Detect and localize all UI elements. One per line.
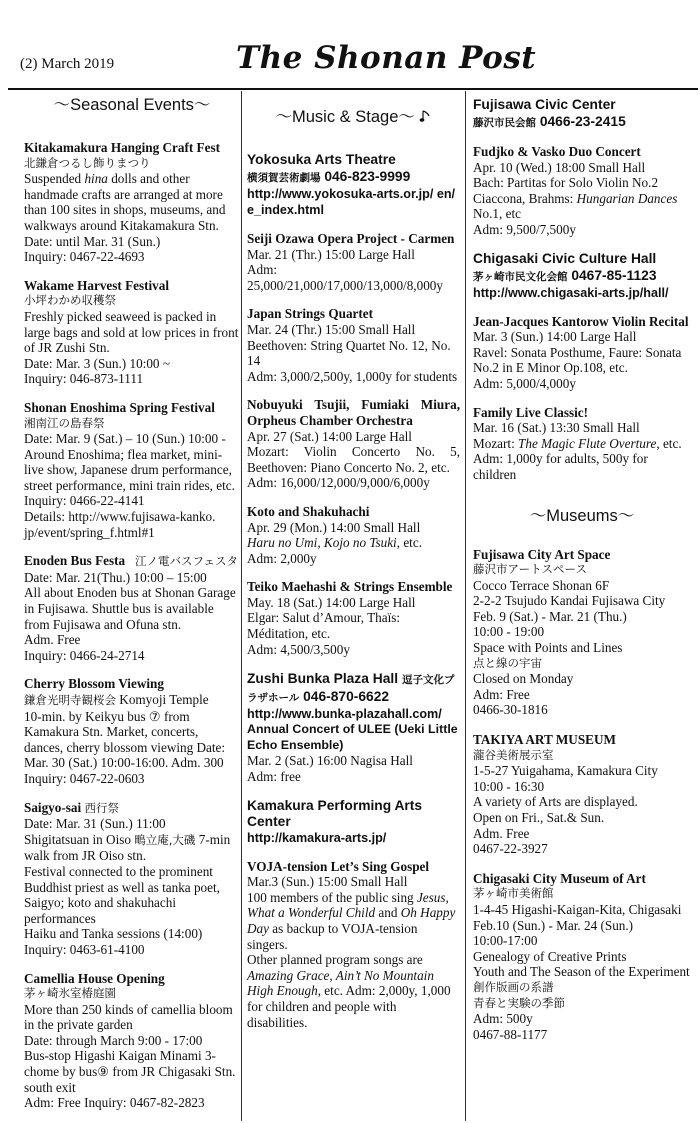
museum-title: Chigasaki City Museum of Art xyxy=(473,870,646,886)
event-desc-more: Other planned program songs are Amazing Grace, Ain’t No Mountain High Enough, etc. Adm: 2,000y, 1,000 for children and people with disabilities. xyxy=(247,952,451,1030)
museum-adm: Adm: 500y xyxy=(473,1011,533,1027)
museum-desc: A variety of Arts are displayed. xyxy=(473,794,638,810)
museum-hours: 10:00 - 16:30 xyxy=(473,778,545,794)
museum-hours: 10:00 - 19:00 xyxy=(473,624,545,640)
museum-address: 1-4-45 Higashi-Kaigan-Kita, Chigasaki xyxy=(473,901,682,917)
museum-dates: Feb. 9 (Sat.) - Mar. 21 (Thu.) xyxy=(473,608,627,624)
museum-phone: 0466-30-1816 xyxy=(473,702,548,718)
column-divider xyxy=(465,91,466,1121)
event-title-jp: 西行祭 xyxy=(84,800,119,815)
venue-header xyxy=(473,251,691,301)
event-item xyxy=(247,859,460,1031)
event-item xyxy=(24,278,240,387)
event-title: Annual Concert of ULEE (Ueki Little Echo Ensemble) xyxy=(247,722,458,752)
event-date: Mar.3 (Sun.) 15:00 Small Hall xyxy=(247,874,408,890)
event-desc: Date: Mar. 9 (Sat.) – 10 (Sun.) 10:00 - Around Enoshima; flea market, mini-live show, Japanese drum performance, street performance, mini train rides, etc. xyxy=(24,431,235,493)
museum-item xyxy=(473,732,691,857)
event-session: Haiku and Tanka sessions (14:00) xyxy=(24,926,203,942)
event-date: Mar. 3 (Sun.) 14:00 Large Hall xyxy=(473,329,637,345)
event-date: Date: Mar. 31 (Sun.) 11:00 xyxy=(24,816,166,832)
museum-dates: Feb.10 (Sun.) - Mar. 24 (Sun.) xyxy=(473,917,634,933)
event-program-more: Ciaccona, Brahms: Hungarian Dances No.1, etc xyxy=(473,190,678,222)
event-adm: Adm: 1,000y for adults, 500y for children xyxy=(473,451,648,482)
event-title: Cherry Blossom Viewing xyxy=(24,676,164,692)
event-title: VOJA-tension Let’s Sing Gospel xyxy=(247,858,430,874)
event-item xyxy=(473,405,691,483)
event-date: Date: Mar. 21(Thu.) 10:00 – 15:00 xyxy=(24,569,207,585)
venue-name: Kamakura Performing Arts Center xyxy=(247,797,423,829)
event-program: Elgar: Salut d’Amour, Thaïs: Méditation, etc. xyxy=(247,610,401,642)
event-inquiry: Inquiry: 0467-22-4693 xyxy=(24,249,145,265)
page-header xyxy=(0,0,700,92)
event-inquiry: Adm: Free Inquiry: 0467-82-2823 xyxy=(24,1095,205,1111)
event-adm: Adm: 2,000y xyxy=(247,550,317,566)
event-title: Japan Strings Quartet xyxy=(247,306,374,322)
header-rule xyxy=(8,88,698,90)
venue-phone: 0467-85-1123 xyxy=(567,267,657,283)
event-item xyxy=(24,553,240,663)
venue-header xyxy=(247,152,460,218)
event-inquiry: Inquiry: 0467-22-0603 xyxy=(24,770,145,786)
event-title-jp: 小坪わかめ収穫祭 xyxy=(24,293,116,308)
event-item xyxy=(24,400,240,540)
event-adm: Adm. Free xyxy=(24,632,81,648)
venue-header xyxy=(473,97,691,131)
venue-phone: 0466-23-2415 xyxy=(536,114,626,129)
event-adm: Adm: 4,500/3,500y xyxy=(247,641,350,657)
event-date: Date: until Mar. 31 (Sun.) xyxy=(24,233,161,249)
event-title: Family Live Classic! xyxy=(473,404,589,420)
event-program: Beethoven: String Quartet No. 12, No. 14 xyxy=(247,337,451,369)
event-inquiry: Inquiry: 0466-24-2714 xyxy=(24,647,145,663)
event-date: Apr. 29 (Mon.) 14:00 Small Hall xyxy=(247,519,421,535)
museum-adm: Adm. Free xyxy=(473,825,530,841)
museum-closed: Closed on Monday xyxy=(473,671,574,687)
event-program: Ravel: Sonata Posthume, Faure: Sonata No.2 in E Minor Op.108, etc. xyxy=(473,344,682,376)
event-title: Teiko Maehashi & Strings Ensemble xyxy=(247,579,453,595)
venue-name: Fujisawa Civic Center xyxy=(473,97,616,112)
event-adm: Adm: 3,000/2,500y, 1,000y for students xyxy=(247,368,458,384)
event-title: Camellia House Opening xyxy=(24,970,165,986)
venue-name-jp: 茅ヶ崎市民文化会館 xyxy=(473,270,568,283)
venue-name-jp: 逗子文化プラザホール xyxy=(247,674,455,705)
event-item xyxy=(247,722,460,784)
event-date: May. 18 (Sat.) 14:00 Large Hall xyxy=(247,594,416,610)
event-inquiry: Inquiry: 0463-61-4100 xyxy=(24,941,145,957)
event-item xyxy=(247,231,460,293)
museum-title-jp: 茅ヶ崎市美術館 xyxy=(473,886,554,901)
event-title: Shonan Enoshima Spring Festival xyxy=(24,399,215,415)
event-program: Mozart: Violin Concerto No. 5, Beethoven: Piano Concerto No. 2, etc. xyxy=(247,444,460,475)
event-date: Mar. 21 (Thr.) 15:00 Large Hall xyxy=(247,246,415,262)
venue-name: Zushi Bunka Plaza Hall xyxy=(247,671,399,687)
venue-url: http://www.chigasaki-arts.jp/hall/ xyxy=(473,285,669,300)
museum-title: TAKIYA ART MUSEUM xyxy=(473,732,616,748)
museum-exhibit-jp: 点と線の宇宙 xyxy=(473,655,542,670)
event-title: Enoden Bus Festa xyxy=(24,553,126,569)
event-access: Bus-stop Higashi Kaigan Minami 3-chome by bus⑨ from JR Chigasaki Stn. south exit xyxy=(24,1048,236,1095)
event-adm: Adm: 16,000/12,000/9,000/6,000y xyxy=(247,475,430,491)
event-title: Saigyo-sai xyxy=(24,799,82,815)
masthead-title: The Shonan Post xyxy=(236,40,537,76)
event-date: Apr. 10 (Wed.) 18:00 Small Hall xyxy=(473,159,646,175)
event-title-jp: 湘南江の島春祭 xyxy=(24,415,105,430)
event-item xyxy=(247,397,460,491)
venue-name-jp: 藤沢市民会館 xyxy=(473,117,536,129)
event-item: Cherry Blossom Viewing 鎌倉光明寺観桜会 Komyoji Temple 10-min. by Keikyu bus ⑦ from Kamakura Stn. Market, concerts, dances, cherry blossom viewing Date: Mar. 30 (Sat.) 10:00-16:00. Adm. 300 Inquiry: 0467-22-0603 xyxy=(24,676,240,786)
civic-museums-column xyxy=(473,97,691,1042)
event-title: Koto and Shakuhachi xyxy=(247,503,370,519)
event-item xyxy=(24,800,240,958)
event-item xyxy=(24,971,240,1111)
venue-url: http://www.bunka-plazahall.com/ xyxy=(247,707,442,722)
event-item xyxy=(473,314,691,392)
museum-address: 1-5-27 Yuigahama, Kamakura City xyxy=(473,763,658,779)
event-inquiry: Inquiry: 046-873-1111 xyxy=(24,371,144,387)
museum-title-jp: 藤沢市アートスペース xyxy=(473,562,587,577)
venue-phone: 046-823-9999 xyxy=(320,169,411,184)
venue-name-jp: 横須賀芸術劇場 xyxy=(247,172,321,184)
museum-phone: 0467-22-3927 xyxy=(473,841,548,857)
event-adm: Adm: 25,000/21,000/17,000/13,000/8,000y xyxy=(247,262,443,293)
museum-exhibit: Space with Points and Lines xyxy=(473,640,623,656)
event-program: Haru no Umi, Kojo no Tsuki, etc. xyxy=(247,535,422,551)
museum-item xyxy=(473,871,691,1043)
seasonal-events-column xyxy=(24,94,240,1111)
museum-hours: 10:00-17:00 xyxy=(473,933,538,949)
event-desc: All about Enoden bus at Shonan Garage in Fujisawa. Shuttle bus is available from Fujisawa and Ofuna stn. xyxy=(24,585,236,632)
event-title: Jean-Jacques Kantorow Violin Recital xyxy=(473,313,689,329)
music-note-icon xyxy=(419,109,431,123)
event-title-jp: 鎌倉光明寺観桜会 xyxy=(24,693,116,707)
museum-item xyxy=(473,547,691,719)
section-heading: ～Music & Stage～ xyxy=(247,106,460,128)
venue-header xyxy=(247,798,460,846)
event-item xyxy=(247,306,460,384)
music-stage-column xyxy=(247,106,460,1030)
event-adm: Adm: 5,000/4,000y xyxy=(473,375,576,391)
event-details: Details: http://www.fujisawa-kanko. jp/event/spring_f.html#1 xyxy=(24,509,216,540)
venue-url: http://www.yokosuka-arts.or.jp/ en/e_index.html xyxy=(247,187,456,217)
museum-address: 2-2-2 Tsujudo Kandai Fujisawa City xyxy=(473,593,666,609)
event-inquiry: Inquiry: 0466-22-4141 xyxy=(24,493,145,509)
museum-adm: Adm: Free xyxy=(473,686,530,702)
event-desc: More than 250 kinds of camellia bloom in the private garden xyxy=(24,1001,233,1033)
column-divider xyxy=(241,91,242,1121)
event-title: Nobuyuki Tsujii, Fumiaki Miura, Orpheus Chamber Orchestra xyxy=(247,397,460,428)
museum-phone: 0467-88-1177 xyxy=(473,1026,548,1042)
event-title: Fudjko & Vasko Duo Concert xyxy=(473,144,641,159)
venue-header xyxy=(247,670,460,722)
event-program: Bach: Partitas for Solo Violin No.2 xyxy=(473,175,659,191)
event-adm: Adm: 9,500/7,500y xyxy=(473,221,576,237)
venue-name: Chigasaki Civic Culture Hall xyxy=(473,250,657,266)
event-location: Shigitatsuan in Oiso 鴫立庵,大磯 7-min walk from JR Oiso stn. xyxy=(24,831,231,864)
museum-exhibit-sub-jp: 青春と実験の季節 xyxy=(473,995,565,1010)
museum-exhibit: Genealogy of Creative Prints xyxy=(473,948,627,964)
museum-exhibit-jp: 創作版画の系譜 xyxy=(473,979,554,994)
venue-name: Yokosuka Arts Theatre xyxy=(247,152,396,167)
issue-label: (2) March 2019 xyxy=(20,56,115,72)
museum-title: Fujisawa City Art Space xyxy=(473,546,611,562)
event-date: Mar. 2 (Sat.) 16:00 Nagisa Hall xyxy=(247,753,413,769)
event-date: Mar. 16 (Sat.) 13:30 Small Hall xyxy=(473,420,640,436)
event-program: Mozart: The Magic Flute Overture, etc. xyxy=(473,435,682,451)
event-title: Seiji Ozawa Opera Project - Carmen xyxy=(247,231,455,246)
event-date: Date: through March 9:00 - 17:00 xyxy=(24,1032,203,1048)
event-desc: Suspended hina dolls and other handmade crafts are arranged at more than 100 sites in shops, museums, and walkways around Kitakamakura Stn. xyxy=(24,171,226,233)
venue-url: http://kamakura-arts.jp/ xyxy=(247,830,387,845)
event-title-jp: 茅ヶ崎氷室椿庭園 xyxy=(24,986,116,1001)
event-desc: Festival connected to the prominent Buddhist priest as well as tanka poet, Saigyo; koto and shakuhachi performances xyxy=(24,863,220,926)
museum-exhibit-sub: Youth and The Season of the Experiment xyxy=(473,964,690,980)
event-item xyxy=(24,140,240,265)
event-item xyxy=(247,579,460,657)
section-heading: ～Seasonal Events～ xyxy=(53,96,211,114)
event-desc: 100 members of the public sing Jesus, What a Wonderful Child and Oh Happy Day as backup to VOJA-tension singers. xyxy=(247,889,456,952)
event-title-jp: 江ノ電バスフェスタ xyxy=(135,554,238,569)
museum-floor: Cocco Terrace Shonan 6F xyxy=(473,577,610,593)
event-item xyxy=(473,144,691,238)
museum-open-days: Open on Fri., Sat.& Sun. xyxy=(473,810,605,825)
event-date: Mar. 24 (Thr.) 15:00 Small Hall xyxy=(247,321,416,337)
event-date: Apr. 27 (Sat.) 14:00 Large Hall xyxy=(247,428,412,444)
venue-phone: 046-870-6622 xyxy=(299,689,390,705)
event-title: Kitakamakura Hanging Craft Fest xyxy=(24,140,220,155)
museum-title-jp: 瀧谷美術展示室 xyxy=(473,747,554,762)
event-desc: Freshly picked seaweed is packed in large bags and sold at low prices in front of JR Zushi Stn. xyxy=(24,308,239,356)
event-desc: 10-min. by Keikyu bus ⑦ from Kamakura Stn. Market, concerts, dances, cherry blossom viewing Date: Mar. 30 (Sat.) 10:00-16:00. Adm. 300 xyxy=(24,708,226,771)
event-title: Wakame Harvest Festival xyxy=(24,277,170,293)
event-adm: Adm: free xyxy=(247,769,301,785)
event-title-jp: 北鎌倉つるし飾りまつり xyxy=(24,155,151,170)
section-heading: ～Museums～ xyxy=(529,506,635,525)
event-date: Date: Mar. 3 (Sun.) 10:00 ~ xyxy=(24,355,170,371)
event-item xyxy=(247,504,460,566)
